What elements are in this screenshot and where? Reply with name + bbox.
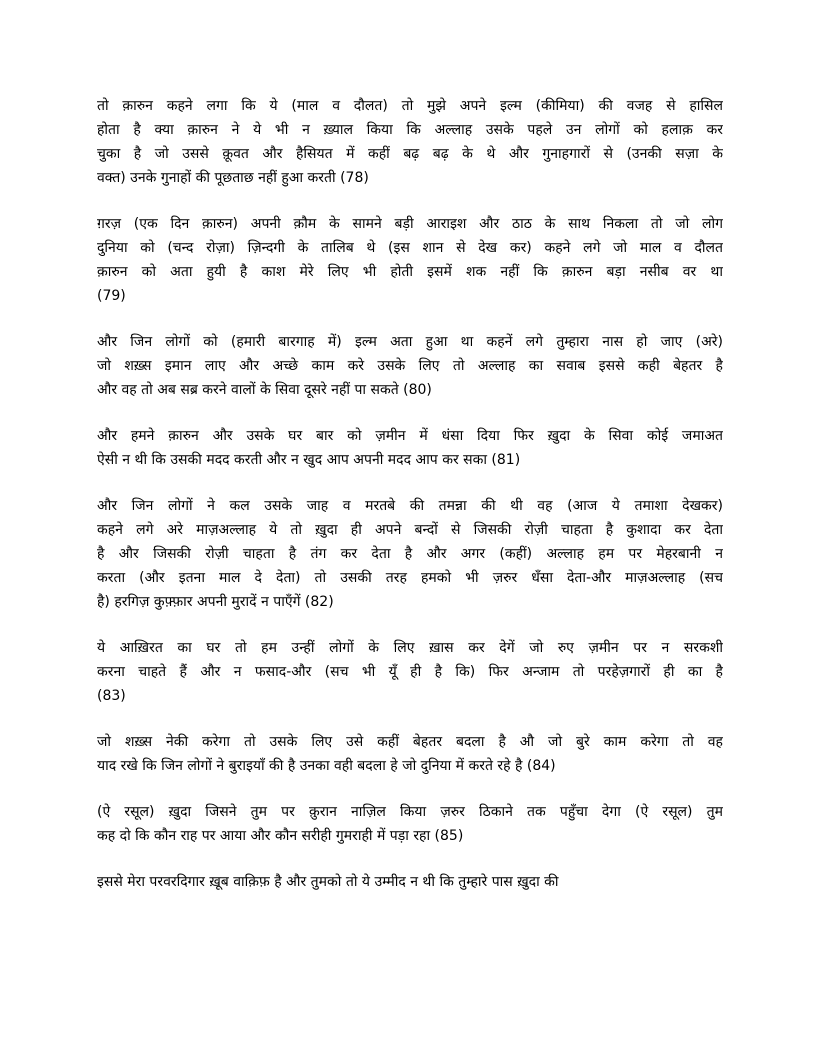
text-line: दुनिया को (चन्द रोज़ा) ज़िन्दगी के तालिब थे (इस शान से देख कर) कहने लगे जो माल व दौलत xyxy=(97,240,723,256)
paragraph xyxy=(97,800,723,848)
text-line: करना चाहते हैं और न फसाद-और (सच भी यूँ ही है कि) फिर अन्जाम तो परहेज़गारों ही का है xyxy=(97,664,723,680)
text-line: याद रखे कि जिन लोगों ने बुराइयाँ की है उनका वही बदला हे जो दुनिया में करते रहे है (84) xyxy=(97,758,556,774)
text-line: तो क़ारुन कहने लगा कि ये (माल व दौलत) तो मुझे अपने इल्म (कीमिया) की वजह से हासिल xyxy=(97,98,723,114)
paragraph xyxy=(97,424,723,472)
text-line: (83) xyxy=(97,688,126,704)
text-line: ग़रज़ (एक दिन क़ारुन) अपनी क़ौम के सामने बड़ी आराइश और ठाठ के साथ निकला तो जो लोग xyxy=(97,216,723,232)
text-line: और जिन लोगों को (हमारी बारगाह में) इल्म अता हुआ था कहनें लगे तुम्हारा नास हो जाए (अरे) xyxy=(97,334,723,350)
text-line: जो शख़्स इमान लाए और अच्छे काम करे उसके लिए तो अल्लाह का सवाब इससे कही बेहतर है xyxy=(97,358,723,374)
paragraph xyxy=(97,330,723,402)
text-body xyxy=(97,94,723,916)
text-line: ये आख़िरत का घर तो हम उन्हीं लोगों के लिए ख़ास कर देगें जो रुए ज़मीन पर न सरकशी xyxy=(97,640,723,656)
text-line: (79) xyxy=(97,288,126,304)
paragraph xyxy=(97,494,723,614)
text-line: चुका है जो उससे क़ूवत और हैसियत में कहीं बढ़ बढ़ के थे और गुनाहगारों से (उनकी सज़ा के xyxy=(97,146,723,162)
text-line: करता (और इतना माल दे देता) तो उसकी तरह हमको भी ज़रुर धँसा देता-और माज़अल्लाह (सच xyxy=(97,570,723,586)
text-line: कहने लगे अरे माज़अल्लाह ये तो ख़ुदा ही अपने बन्दों से जिसकी रोज़ी चाहता है कुशादा कर देता xyxy=(97,522,723,538)
paragraph xyxy=(97,730,723,778)
text-line: क़ारुन को अता हुयी है काश मेरे लिए भी होती इसमें शक नहीं कि क़ारुन बड़ा नसीब वर था xyxy=(97,264,723,280)
paragraph xyxy=(97,212,723,308)
text-line: इससे मेरा परवरदिगार ख़ूब वाक़िफ़ है और तुमको तो ये उम्मीद न थी कि तुम्हारे पास ख़ुदा की xyxy=(97,874,559,890)
text-line: और वह तो अब सब्र करने वालों के सिवा दूसरे नहीं पा सकते (80) xyxy=(97,382,432,398)
paragraph xyxy=(97,94,723,190)
text-line: है) हरगिज़ कुफ़्फ़ार अपनी मुरादें न पाएँगें (82) xyxy=(97,594,334,610)
paragraph xyxy=(97,636,723,708)
text-line: होता है क्या क़ारुन ने ये भी न ख़्याल किया कि अल्लाह उसके पहले उन लोगों को हलाक़ कर xyxy=(97,122,723,138)
text-line: वक्त) उनके गुनाहों की पूछताछ नहीं हुआ करती (78) xyxy=(97,170,369,186)
text-line: कह दो कि कौन राह पर आया और कौन सरीही गुमराही में पड़ा रहा (85) xyxy=(97,828,464,844)
text-line: जो शख़्स नेकी करेगा तो उसके लिए उसे कहीं बेहतर बदला है औ जो बुरे काम करेगा तो वह xyxy=(97,734,723,750)
text-line: है और जिसकी रोज़ी चाहता है तंग कर देता है और अगर (कहीं) अल्लाह हम पर मेहरबानी न xyxy=(97,546,723,562)
paragraph xyxy=(97,870,723,894)
text-line: और हमने क़ारुन और उसके घर बार को ज़मीन में धंसा दिया फिर ख़ुदा के सिवा कोई जमाअत xyxy=(97,428,723,444)
text-line: ऐसी न थी कि उसकी मदद करती और न खुद आप अपनी मदद आप कर सका (81) xyxy=(97,452,521,468)
text-line: और जिन लोगों ने कल उसके जाह व मरतबे की तमन्ना की थी वह (आज ये तमाशा देखकर) xyxy=(97,498,723,514)
text-line: (ऐ रसूल) ख़ुदा जिसने तुम पर क़ुरान नाज़िल किया ज़रुर ठिकाने तक पहुँचा देगा (ऐ रसूल) तुम xyxy=(97,804,723,820)
